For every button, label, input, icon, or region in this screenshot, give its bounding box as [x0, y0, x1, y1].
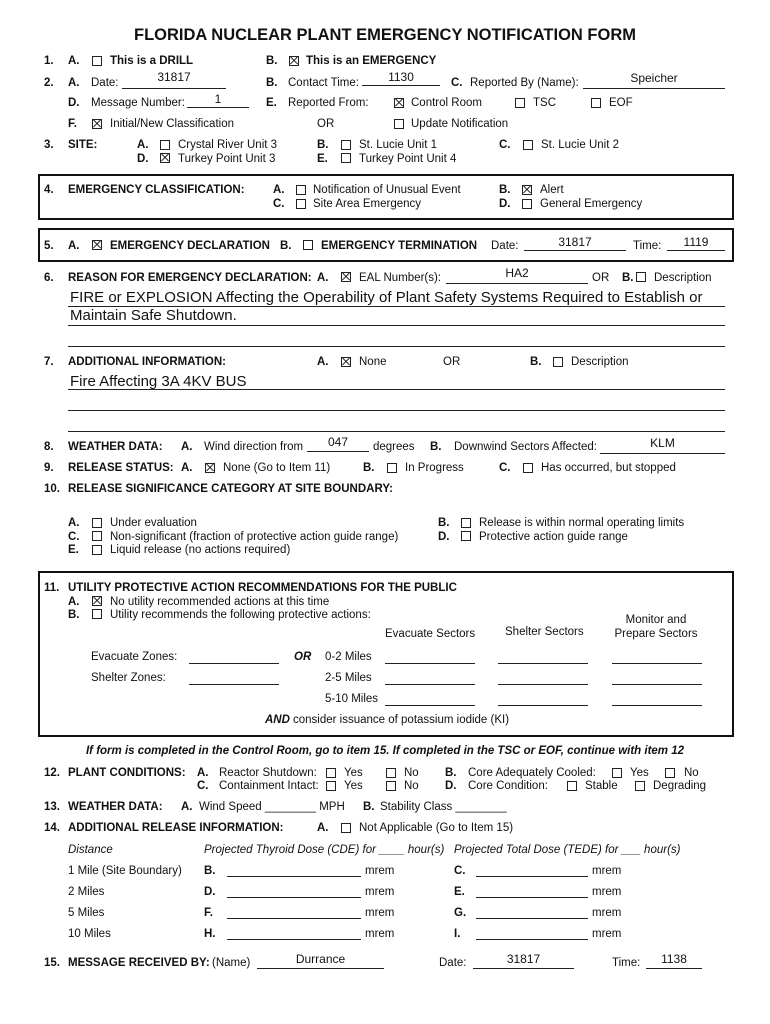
item-letter: A.	[181, 462, 193, 474]
shelter-0-2-field[interactable]	[498, 663, 588, 664]
evacuate-2-5-field[interactable]	[385, 684, 475, 685]
stability-class-label: Stability Class ________	[380, 801, 507, 813]
contact-time-underline	[362, 85, 440, 86]
received-date-label: Date:	[439, 957, 467, 969]
downwind-underline	[600, 453, 725, 454]
thyroid-dose-header: Projected Thyroid Dose (CDE) for ____ hour(s)	[204, 844, 445, 856]
release-none-checkbox[interactable]	[205, 463, 215, 473]
dose-row-letter: D.	[204, 886, 216, 898]
thyroid-dose-field[interactable]	[227, 939, 361, 940]
under-evaluation-label: Under evaluation	[110, 517, 197, 529]
declaration-date-label: Date:	[491, 240, 519, 252]
message-number-value[interactable]: 1	[214, 92, 222, 106]
weather-data-2-label: WEATHER DATA:	[68, 801, 163, 813]
dose-row-letter: G.	[454, 907, 467, 919]
classification-box	[38, 174, 734, 220]
control-room-label: Control Room	[411, 97, 482, 109]
reason-text-line1[interactable]: FIRE or EXPLOSION Affecting the Operability of Plant Safety Systems Required to Establish or	[70, 289, 703, 306]
item-letter: B.	[499, 184, 511, 196]
item-letter: D.	[68, 97, 80, 109]
additional-underline	[68, 410, 725, 411]
item-letter: A.	[317, 822, 329, 834]
liquid-release-checkbox[interactable]	[92, 545, 102, 555]
item-letter: B.	[622, 272, 634, 284]
shutdown-no-checkbox[interactable]	[386, 768, 396, 778]
received-date-underline	[473, 968, 574, 969]
non-significant-checkbox[interactable]	[92, 531, 102, 541]
drill-label: This is a DRILL	[110, 55, 194, 67]
no-recommendation-label: No utility recommended actions at this time	[110, 596, 330, 608]
occurred-checkbox[interactable]	[523, 463, 533, 473]
monitor-sectors-header-2: Prepare Sectors	[614, 628, 698, 640]
emergency-checkbox[interactable]	[289, 56, 299, 66]
item-letter: C.	[273, 198, 285, 210]
item-letter: D.	[137, 153, 149, 165]
general-emergency-label: General Emergency	[540, 198, 643, 210]
crystal-river-checkbox[interactable]	[160, 140, 170, 150]
degrading-label: Degrading	[653, 780, 707, 792]
degrading-checkbox[interactable]	[635, 781, 645, 791]
update-notification-checkbox[interactable]	[394, 119, 404, 129]
item-letter: E.	[68, 544, 79, 556]
evacuate-zones-label: Evacuate Zones:	[91, 651, 178, 663]
not-applicable-checkbox[interactable]	[341, 823, 351, 833]
item-number: 13.	[44, 801, 60, 813]
reason-label: REASON FOR EMERGENCY DECLARATION:	[68, 272, 312, 284]
received-date-value[interactable]: 31817	[506, 952, 541, 966]
item-number: 12.	[44, 767, 60, 779]
declaration-time-label: Time:	[633, 240, 662, 252]
item-letter: C.	[499, 139, 511, 151]
description-label: Description	[654, 272, 712, 284]
eof-checkbox[interactable]	[591, 98, 601, 108]
dose-row-letter: B.	[204, 865, 216, 877]
item-letter: A.	[317, 272, 329, 284]
contact-time-value[interactable]: 1130	[388, 70, 414, 84]
item-letter: B.	[363, 462, 375, 474]
item-letter: B.	[445, 767, 457, 779]
initial-classification-label: Initial/New Classification	[110, 118, 234, 130]
occurred-label: Has occurred, but stopped	[541, 462, 676, 474]
monitor-0-2-field[interactable]	[612, 663, 702, 664]
dose-row-letter: H.	[204, 928, 216, 940]
pag-range-label: Protective action guide range	[479, 531, 628, 543]
total-dose-header: Projected Total Dose (TEDE) for ___ hour(s)	[454, 844, 681, 856]
item-number: 10.	[44, 483, 60, 495]
pag-range-checkbox[interactable]	[461, 531, 471, 541]
item-letter: A.	[68, 77, 80, 89]
additional-description-checkbox[interactable]	[553, 357, 563, 367]
thyroid-dose-field[interactable]	[227, 876, 361, 877]
reason-underline	[68, 346, 725, 347]
item-number: 11.	[44, 582, 60, 594]
item-letter: C.	[451, 77, 463, 89]
dose-row-distance: 10 Miles	[68, 928, 111, 940]
normal-limits-checkbox[interactable]	[461, 518, 471, 528]
total-dose-field[interactable]	[476, 918, 588, 919]
additional-none-checkbox[interactable]	[341, 357, 351, 367]
cooled-yes-checkbox[interactable]	[612, 768, 622, 778]
monitor-sectors-header-1: Monitor and	[625, 614, 687, 626]
received-by-label: MESSAGE RECEIVED BY:	[68, 957, 210, 969]
item-letter: F.	[68, 118, 77, 130]
reported-by-value[interactable]: Speicher	[630, 71, 678, 85]
classification-label: EMERGENCY CLASSIFICATION:	[68, 184, 245, 196]
additional-underline	[68, 431, 725, 432]
mrem-unit: mrem	[592, 928, 622, 940]
item-number: 3.	[44, 139, 54, 151]
item-letter: D.	[445, 780, 457, 792]
evacuate-sectors-header: Evacuate Sectors	[385, 628, 476, 640]
item-letter: A.	[197, 767, 209, 779]
shelter-2-5-field[interactable]	[498, 684, 588, 685]
plant-conditions-label: PLANT CONDITIONS:	[68, 767, 186, 779]
message-number-label: Message Number:	[91, 97, 185, 109]
mrem-unit: mrem	[365, 865, 395, 877]
item-letter: A.	[137, 139, 149, 151]
potassium-iodide-label: consider issuance of potassium iodide (KI)	[293, 714, 510, 726]
received-name-underline	[257, 968, 384, 969]
additional-description-label: Description	[571, 356, 629, 368]
item-letter: D.	[438, 531, 450, 543]
protective-actions-label: UTILITY PROTECTIVE ACTION RECOMMENDATIONS FOR THE PUBLIC	[68, 582, 457, 594]
item-number: 8.	[44, 441, 54, 453]
mrem-unit: mrem	[592, 865, 622, 877]
eal-value[interactable]: HA2	[505, 266, 529, 280]
st-lucie-2-label: St. Lucie Unit 2	[541, 139, 619, 151]
containment-label: Containment Intact:	[219, 780, 319, 792]
st-lucie-1-checkbox[interactable]	[341, 140, 351, 150]
item-letter: C.	[499, 462, 511, 474]
monitor-5-10-field[interactable]	[612, 705, 702, 706]
item-letter: B.	[438, 517, 450, 529]
declaration-time-underline	[667, 250, 725, 251]
normal-limits-label: Release is within normal operating limits	[479, 517, 685, 529]
item-letter: A.	[273, 184, 285, 196]
containment-yes-checkbox[interactable]	[326, 781, 336, 791]
range-0-2-label: 0-2 Miles	[325, 651, 372, 663]
reported-by-underline	[583, 88, 725, 89]
received-time-value[interactable]: 1138	[661, 952, 687, 966]
wind-speed-label: Wind Speed ________ MPH	[199, 801, 345, 813]
item-letter: B.	[363, 801, 375, 813]
alert-label: Alert	[540, 184, 564, 196]
item-letter: C.	[68, 531, 80, 543]
tsc-checkbox[interactable]	[515, 98, 525, 108]
release-none-label: None (Go to Item 11)	[223, 462, 331, 474]
initial-classification-checkbox[interactable]	[92, 119, 102, 129]
turkey-point-4-checkbox[interactable]	[341, 153, 351, 163]
item-letter: A.	[68, 517, 80, 529]
date-label: Date:	[91, 77, 119, 89]
date-value[interactable]: 31817	[157, 70, 191, 84]
dose-row-distance: 1 Mile (Site Boundary)	[68, 865, 182, 877]
core-cooled-label: Core Adequately Cooled:	[468, 767, 596, 779]
declaration-date-value[interactable]: 31817	[558, 235, 592, 249]
update-notification-label: Update Notification	[411, 118, 509, 130]
eof-label: EOF	[609, 97, 633, 109]
shelter-sectors-header: Shelter Sectors	[505, 626, 584, 638]
range-5-10-label: 5-10 Miles	[325, 693, 379, 705]
item-number: 9.	[44, 462, 54, 474]
not-applicable-label: Not Applicable (Go to Item 15)	[359, 822, 514, 834]
no-label: No	[404, 780, 419, 792]
item-letter: C.	[197, 780, 209, 792]
release-status-label: RELEASE STATUS:	[68, 462, 174, 474]
in-progress-checkbox[interactable]	[387, 463, 397, 473]
range-2-5-label: 2-5 Miles	[325, 672, 372, 684]
item-letter: A.	[317, 356, 329, 368]
reported-by-label: Reported By (Name):	[470, 77, 579, 89]
reason-underline	[68, 325, 725, 326]
total-dose-field[interactable]	[476, 897, 588, 898]
st-lucie-1-label: St. Lucie Unit 1	[359, 139, 437, 151]
message-number-underline	[187, 107, 249, 108]
mrem-unit: mrem	[592, 907, 622, 919]
dose-row-distance: 5 Miles	[68, 907, 105, 919]
crystal-river-label: Crystal River Unit 3	[178, 139, 278, 151]
site-label: SITE:	[68, 139, 98, 151]
item-letter: A.	[181, 441, 193, 453]
unusual-event-checkbox[interactable]	[296, 185, 306, 195]
stable-checkbox[interactable]	[567, 781, 577, 791]
emergency-label: This is an EMERGENCY	[306, 55, 437, 67]
mrem-unit: mrem	[365, 907, 395, 919]
thyroid-dose-field[interactable]	[227, 897, 361, 898]
additional-underline	[68, 389, 725, 390]
containment-no-checkbox[interactable]	[386, 781, 396, 791]
no-label: No	[404, 767, 419, 779]
shelter-5-10-field[interactable]	[498, 705, 588, 706]
turkey-point-4-label: Turkey Point Unit 4	[359, 153, 457, 165]
shelter-zones-label: Shelter Zones:	[91, 672, 166, 684]
non-significant-label: Non-significant (fraction of protective action guide range)	[110, 531, 399, 543]
or-label: OR	[294, 651, 312, 663]
wind-direction-underline	[307, 451, 369, 452]
item-letter: D.	[499, 198, 511, 210]
stable-label: Stable	[585, 780, 618, 792]
mrem-unit: mrem	[365, 886, 395, 898]
evacuate-0-2-field[interactable]	[385, 663, 475, 664]
additional-info-text[interactable]: Fire Affecting 3A 4KV BUS	[70, 373, 247, 390]
or-label: OR	[592, 272, 610, 284]
yes-label: Yes	[344, 780, 363, 792]
declaration-time-value[interactable]: 1119	[683, 235, 709, 249]
description-checkbox[interactable]	[636, 272, 646, 282]
release-significance-label: RELEASE SIGNIFICANCE CATEGORY AT SITE BOUNDARY:	[68, 483, 393, 495]
unusual-event-label: Notification of Unusual Event	[313, 184, 461, 196]
additional-none-label: None	[359, 356, 387, 368]
item-number: 6.	[44, 272, 54, 284]
instruction-text: If form is completed in the Control Room, go to item 15. If completed in the TSC or EOF, continue with item 12	[85, 745, 685, 757]
downwind-value[interactable]: KLM	[650, 436, 675, 450]
weather-label: WEATHER DATA:	[68, 441, 163, 453]
item-letter: B.	[266, 55, 278, 67]
item-number: 7.	[44, 356, 54, 368]
shutdown-yes-checkbox[interactable]	[326, 768, 336, 778]
distance-header: Distance	[68, 844, 113, 856]
dose-row-distance: 2 Miles	[68, 886, 105, 898]
release-info-label: ADDITIONAL RELEASE INFORMATION:	[68, 822, 284, 834]
yes-label: Yes	[630, 767, 649, 779]
no-label: No	[684, 767, 699, 779]
reported-from-label: Reported From:	[288, 97, 369, 109]
reactor-shutdown-label: Reactor Shutdown:	[219, 767, 317, 779]
turkey-point-3-label: Turkey Point Unit 3	[178, 153, 276, 165]
item-number: 5.	[44, 240, 54, 252]
general-emergency-checkbox[interactable]	[522, 199, 532, 209]
item-number: 4.	[44, 184, 54, 196]
downwind-label: Downwind Sectors Affected:	[454, 441, 597, 453]
item-letter: A.	[68, 596, 80, 608]
item-letter: E.	[266, 97, 277, 109]
site-area-label: Site Area Emergency	[313, 198, 422, 210]
item-letter: B.	[530, 356, 542, 368]
item-letter: B.	[266, 77, 278, 89]
yes-label: Yes	[344, 767, 363, 779]
item-number: 14.	[44, 822, 60, 834]
evacuate-5-10-field[interactable]	[385, 705, 475, 706]
item-number: 15.	[44, 957, 60, 969]
declaration-checkbox[interactable]	[92, 240, 102, 250]
received-name-label: (Name)	[212, 957, 251, 969]
and-label: AND	[265, 714, 290, 726]
received-time-underline	[646, 968, 702, 969]
received-time-label: Time:	[612, 957, 641, 969]
item-letter: B.	[280, 240, 292, 252]
recommends-label: Utility recommends the following protective actions:	[110, 609, 371, 621]
control-room-checkbox[interactable]	[394, 98, 404, 108]
item-letter: B.	[317, 139, 329, 151]
monitor-2-5-field[interactable]	[612, 684, 702, 685]
core-condition-label: Core Condition:	[468, 780, 548, 792]
evacuate-zones-field[interactable]	[189, 663, 279, 664]
reason-text-line2[interactable]: Maintain Safe Shutdown.	[70, 307, 237, 324]
mrem-unit: mrem	[365, 928, 395, 940]
dose-row-letter: I.	[454, 928, 461, 940]
wind-direction-label: Wind direction from	[204, 441, 304, 453]
item-number: 1.	[44, 55, 54, 67]
degrees-label: degrees	[373, 441, 415, 453]
item-letter: A.	[181, 801, 193, 813]
mrem-unit: mrem	[592, 886, 622, 898]
eal-label: EAL Number(s):	[359, 272, 442, 284]
or-label: OR	[317, 118, 335, 130]
dose-row-letter: F.	[204, 907, 213, 919]
item-letter: E.	[317, 153, 328, 165]
item-letter: A.	[68, 55, 80, 67]
form-title: FLORIDA NUCLEAR PLANT EMERGENCY NOTIFICATION FORM	[133, 26, 636, 44]
thyroid-dose-field[interactable]	[227, 918, 361, 919]
date-underline	[122, 88, 226, 89]
dose-row-letter: E.	[454, 886, 465, 898]
declaration-date-underline	[524, 250, 626, 251]
site-area-checkbox[interactable]	[296, 199, 306, 209]
alert-checkbox[interactable]	[522, 185, 532, 195]
st-lucie-2-checkbox[interactable]	[523, 140, 533, 150]
item-number: 2.	[44, 77, 54, 89]
drill-checkbox[interactable]	[92, 56, 102, 66]
total-dose-field[interactable]	[476, 876, 588, 877]
termination-checkbox[interactable]	[303, 240, 313, 250]
item-letter: B.	[68, 609, 80, 621]
received-name-value[interactable]: Durrance	[295, 952, 346, 966]
dose-row-letter: C.	[454, 865, 466, 877]
declaration-label: EMERGENCY DECLARATION	[110, 240, 270, 252]
item-letter: A.	[68, 240, 80, 252]
no-recommendation-checkbox[interactable]	[92, 596, 102, 606]
turkey-point-3-checkbox[interactable]	[160, 153, 170, 163]
additional-info-label: ADDITIONAL INFORMATION:	[68, 356, 227, 368]
under-evaluation-checkbox[interactable]	[92, 518, 102, 528]
eal-checkbox[interactable]	[341, 272, 351, 282]
cooled-no-checkbox[interactable]	[665, 768, 675, 778]
recommends-checkbox[interactable]	[92, 609, 102, 619]
contact-time-label: Contact Time:	[288, 77, 359, 89]
total-dose-field[interactable]	[476, 939, 588, 940]
tsc-label: TSC	[533, 97, 556, 109]
in-progress-label: In Progress	[405, 462, 464, 474]
eal-underline	[446, 283, 588, 284]
or-label: OR	[443, 356, 461, 368]
liquid-release-label: Liquid release (no actions required)	[110, 544, 291, 556]
wind-direction-value[interactable]: 047	[327, 435, 349, 449]
item-letter: B.	[430, 441, 442, 453]
termination-label: EMERGENCY TERMINATION	[321, 240, 478, 252]
shelter-zones-field[interactable]	[189, 684, 279, 685]
